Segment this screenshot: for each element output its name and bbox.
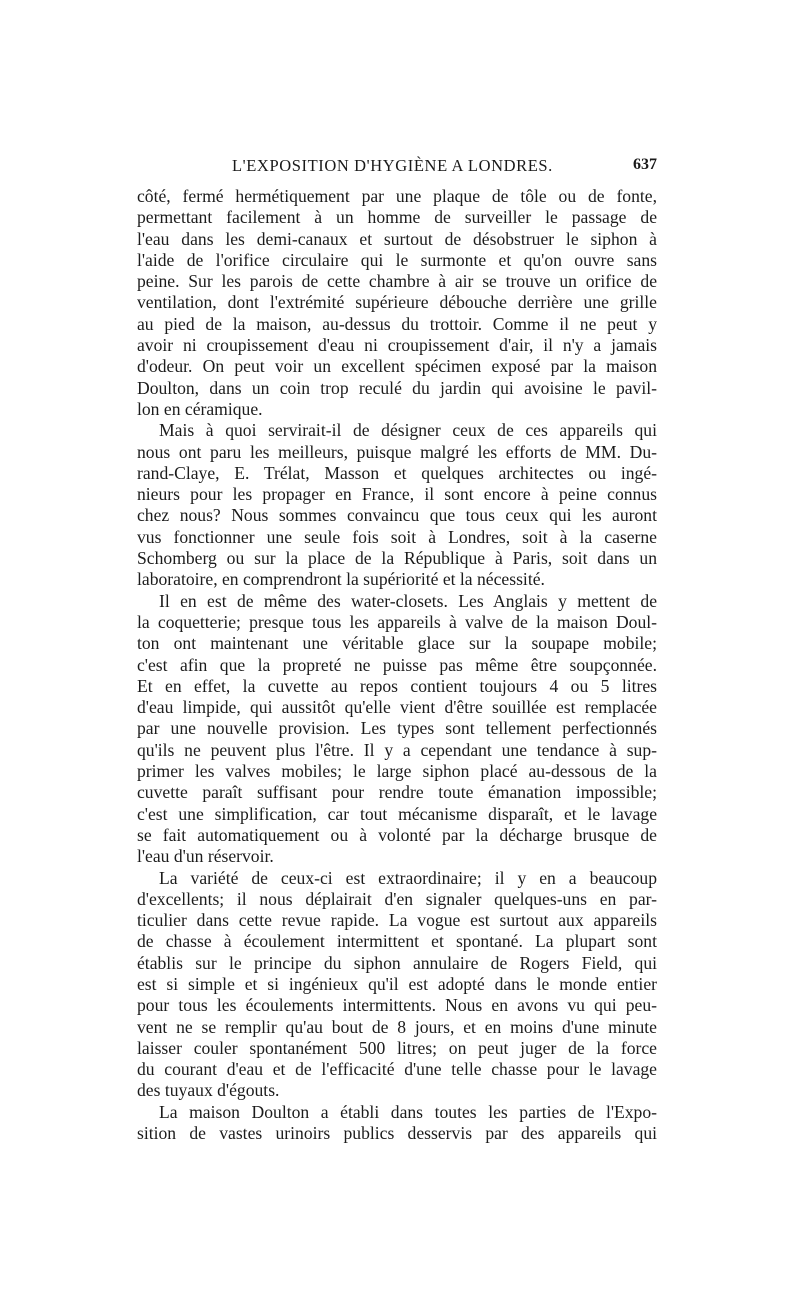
- page-number: 637: [633, 156, 657, 173]
- body-text: [137, 186, 657, 1144]
- paragraph: [137, 591, 657, 868]
- text-line: d'excellents; il nous déplairait d'en signaler quelques-uns en par-: [137, 888, 657, 909]
- text-line: lon en céramique.: [137, 398, 263, 419]
- text-line: laisser couler spontanément 500 litres; on peut juger de la force: [137, 1037, 657, 1058]
- text-line: par une nouvelle provision. Les types sont tellement perfectionnés: [137, 718, 657, 739]
- text-line: l'aide de l'orifice circulaire qui le surmonte et qu'on ouvre sans: [137, 249, 657, 270]
- paragraph: [137, 868, 657, 1102]
- text-line: La variété de ceux-ci est extraordinaire; il y en a beaucoup: [159, 867, 657, 888]
- text-line: côté, fermé hermétiquement par une plaque de tôle ou de fonte,: [137, 186, 657, 206]
- text-line: peine. Sur les parois de cette chambre à air se trouve un orifice de: [137, 271, 657, 292]
- text-line: des tuyaux d'égouts.: [137, 1080, 280, 1101]
- text-line: nous ont paru les meilleurs, puisque malgré les efforts de MM. Du-: [137, 441, 657, 462]
- text-line: Schomberg ou sur la place de la République à Paris, soit dans un: [137, 548, 657, 569]
- text-line: Doulton, dans un coin trop reculé du jardin qui avoisine le pavil-: [137, 377, 657, 398]
- text-line: Il en est de même des water-closets. Les Anglais y mettent de: [159, 590, 657, 611]
- text-line: du courant d'eau et de l'efficacité d'une telle chasse pour le lavage: [137, 1059, 657, 1080]
- text-line: d'odeur. On peut voir un excellent spécimen exposé par la maison: [137, 356, 657, 377]
- text-line: sition de vastes urinoirs publics desservis par des appareils qui: [137, 1123, 657, 1144]
- text-line: c'est afin que la propreté ne puisse pas même être soupçonnée.: [137, 654, 657, 675]
- text-line: la coquetterie; presque tous les appareils à valve de la maison Doul-: [137, 611, 657, 632]
- text-line: nieurs pour les propager en France, il sont encore à peine connus: [137, 484, 657, 505]
- text-line: laboratoire, en comprendront la supériorité et la nécessité.: [137, 569, 545, 590]
- paragraph: [137, 186, 657, 420]
- text-line: vus fonctionner une seule fois soit à Londres, soit à la caserne: [137, 526, 657, 547]
- text-line: ton ont maintenant une véritable glace sur la soupape mobile;: [137, 633, 657, 654]
- text-line: qu'ils ne peuvent plus l'être. Il y a cependant une tendance à sup-: [137, 739, 657, 760]
- text-line: primer les valves mobiles; le large siphon placé au-dessous de la: [137, 761, 657, 782]
- text-line: avoir ni croupissement d'eau ni croupissement d'air, il n'y a jamais: [137, 335, 657, 356]
- paragraph: [137, 1102, 657, 1145]
- text-line: d'eau limpide, qui aussitôt qu'elle vient d'être souillée est remplacée: [137, 697, 657, 718]
- text-line: au pied de la maison, au-dessus du trottoir. Comme il ne peut y: [137, 313, 657, 334]
- text-line: permettant facilement à un homme de surveiller le passage de: [137, 207, 657, 228]
- text-line: établis sur le principe du siphon annulaire de Rogers Field, qui: [137, 952, 657, 973]
- text-line: rand-Claye, E. Trélat, Masson et quelques architectes ou ingé-: [137, 462, 657, 483]
- text-line: est si simple et si ingénieux qu'il est adopté dans le monde entier: [137, 973, 657, 994]
- paragraph: [137, 420, 657, 590]
- text-line: La maison Doulton a établi dans toutes les parties de l'Expo-: [159, 1101, 657, 1122]
- text-line: de chasse à écoulement intermittent et spontané. La plupart sont: [137, 931, 657, 952]
- text-line: cuvette paraît suffisant pour rendre toute émanation impossible;: [137, 782, 657, 803]
- text-line: Mais à quoi servirait-il de désigner ceux de ces appareils qui: [159, 420, 657, 441]
- text-line: l'eau d'un réservoir.: [137, 846, 274, 867]
- running-title: L'EXPOSITION D'HYGIÈNE A LONDRES.: [232, 156, 553, 175]
- text-line: Et en effet, la cuvette au repos contient toujours 4 ou 5 litres: [137, 675, 657, 696]
- text-line: ticulier dans cette revue rapide. La vogue est surtout aux appareils: [137, 910, 657, 931]
- text-line: se fait automatiquement ou à volonté par la décharge brusque de: [137, 824, 657, 845]
- text-line: l'eau dans les demi-canaux et surtout de désobstruer le siphon à: [137, 228, 657, 249]
- text-line: ventilation, dont l'extrémité supérieure débouche derrière une grille: [137, 292, 657, 313]
- text-line: chez nous? Nous sommes convaincu que tous ceux qui les auront: [137, 505, 657, 526]
- running-head: [137, 156, 657, 180]
- text-line: pour tous les écoulements intermittents. Nous en avons vu qui peu-: [137, 995, 657, 1016]
- text-line: vent ne se remplir qu'au bout de 8 jours, et en moins d'une minute: [137, 1016, 657, 1037]
- text-line: c'est une simplification, car tout mécanisme disparaît, et le lavage: [137, 803, 657, 824]
